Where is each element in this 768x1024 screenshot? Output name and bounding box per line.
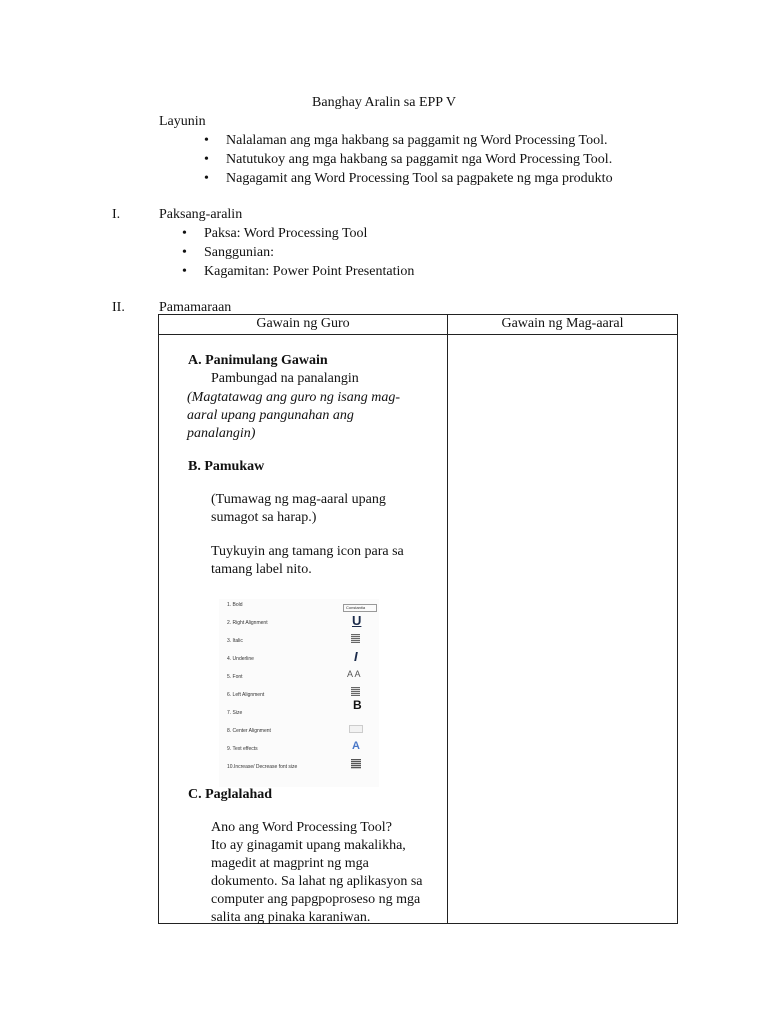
- part-b-para2-2: tamang label nito.: [211, 562, 312, 577]
- table-header-teacher: Gawain ng Guro: [159, 315, 448, 335]
- icon-label: 2. Right Alignment: [227, 620, 268, 626]
- icon-label: 5. Font: [227, 674, 243, 680]
- section1-list: [180, 224, 414, 281]
- list-item: • Nagagamit ang Word Processing Tool sa pagpakete ng mga produkto: [202, 169, 613, 188]
- part-b-para1-1: (Tumawag ng mag-aaral upang: [211, 492, 386, 507]
- icon-label: 4. Underline: [227, 656, 254, 662]
- part-a-heading: A. Panimulang Gawain: [188, 353, 328, 368]
- table-header-student: Gawain ng Mag-aaral: [448, 315, 678, 335]
- icon-label: 9. Text effects: [227, 746, 258, 752]
- icon-label: 6. Left Alignment: [227, 692, 265, 698]
- part-b-para2-1: Tuykuyin ang tamang icon para sa: [211, 544, 404, 559]
- part-a-line: Pambungad na panalangin: [211, 371, 359, 386]
- left-align-icon: [351, 687, 360, 696]
- size-box-icon: [349, 725, 363, 733]
- list-item: • Kagamitan: Power Point Presentation: [180, 262, 414, 281]
- objectives-heading: Layunin: [159, 114, 206, 129]
- icon-label: 3. Italic: [227, 638, 243, 644]
- document-title: Banghay Aralin sa EPP V: [312, 95, 456, 110]
- icon-label: 1. Bold: [227, 602, 243, 608]
- part-a-italic-1: (Magtatawag ang guro ng isang mag-: [187, 390, 400, 405]
- procedure-table: [158, 314, 678, 924]
- part-b-heading: B. Pamukaw: [188, 459, 265, 474]
- part-c-line-1: Ano ang Word Processing Tool?: [211, 820, 392, 835]
- list-item: • Paksa: Word Processing Tool: [180, 224, 414, 243]
- icon-label: 10.Increase/ Decrease font size: [227, 764, 298, 770]
- part-a-italic-2: aaral upang pangunahan ang: [187, 408, 354, 423]
- right-align-icon: [351, 634, 360, 643]
- icon-label: 8. Center Alignment: [227, 728, 271, 734]
- list-item: • Nalalaman ang mga hakbang sa paggamit ng Word Processing Tool.: [202, 131, 613, 150]
- underline-icon: U: [352, 613, 362, 628]
- section-numeral-2: II.: [112, 300, 125, 315]
- section-numeral-1: I.: [112, 207, 121, 222]
- icon-matching-image: [219, 599, 379, 787]
- icon-label: 7. Size: [227, 710, 243, 716]
- part-c-line-6: salita ang pinaka karaniwan.: [211, 910, 371, 925]
- objectives-list: [202, 131, 613, 188]
- font-box-icon: Constantia: [343, 604, 377, 612]
- teacher-activities-cell: [159, 335, 448, 924]
- part-c-line-2: Ito ay ginagamit upang makalikha,: [211, 838, 406, 853]
- part-c-line-4: dokumento. Sa lahat ng aplikasyon sa: [211, 874, 423, 889]
- italic-icon: I: [354, 649, 358, 664]
- bold-icon: B: [353, 698, 362, 712]
- part-b-para1-2: sumagot sa harap.): [211, 510, 317, 525]
- part-a-italic-3: panalangin): [187, 426, 256, 441]
- list-item: • Sanggunian:: [180, 243, 414, 262]
- font-size-icon: A A: [347, 669, 361, 679]
- student-activities-cell: [448, 335, 678, 924]
- section-heading-2: Pamamaraan: [159, 300, 232, 315]
- center-align-icon: [351, 759, 361, 769]
- part-c-line-3: magedit at magprint ng mga: [211, 856, 369, 871]
- list-item: • Natutukoy ang mga hakbang sa paggamit nga Word Processing Tool.: [202, 150, 613, 169]
- part-c-line-5: computer ang papgpoproseso ng mga: [211, 892, 421, 907]
- text-effects-icon: A: [352, 740, 360, 752]
- part-c-heading: C. Paglalahad: [188, 787, 273, 802]
- section-heading-1: Paksang-aralin: [159, 207, 243, 222]
